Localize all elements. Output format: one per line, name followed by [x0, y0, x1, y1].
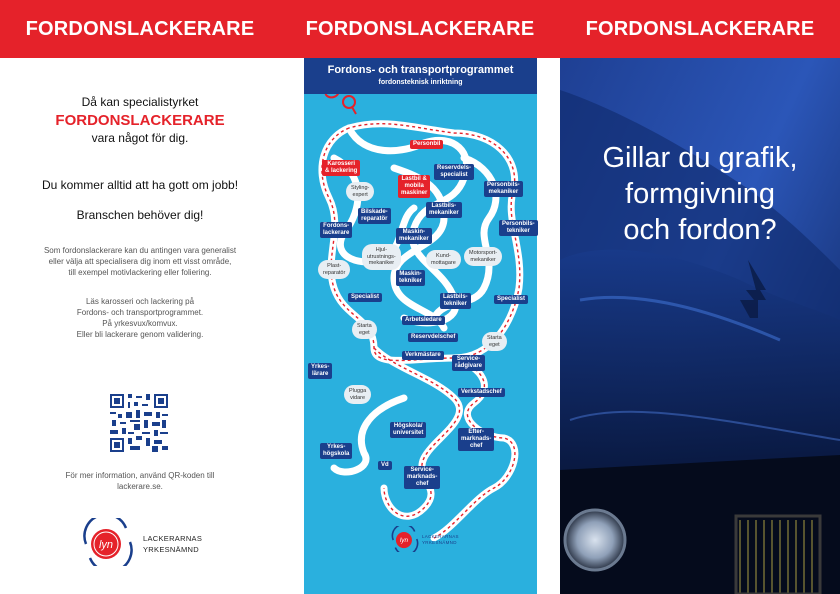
- paragraph-line: Eller bli lackerare genom validering.: [76, 330, 204, 339]
- paragraph-line: Fordons- och transportprogrammet.: [76, 308, 204, 317]
- map-logo-text: [422, 534, 459, 546]
- node-specialist-left: Specialist: [348, 293, 382, 302]
- cloud-plastreparator: Plast- reparatör: [318, 260, 350, 279]
- paragraph-line: till exempel motivlackering eller foliering.: [68, 268, 212, 277]
- cloud-hjulmekaniker: Hjul- utrustnings- mekaniker: [362, 244, 401, 270]
- map-subtitle: fordonsteknisk inriktning: [378, 79, 463, 86]
- node-vd: Vd: [378, 461, 392, 470]
- node-bilskadereparator: Bilskade- reparatör: [358, 208, 391, 224]
- node-verkstadschef: Verkstadschef: [458, 388, 505, 397]
- specialization-paragraph: [20, 245, 260, 278]
- node-karosseri: Karosseri & lackering: [322, 160, 360, 176]
- statement-industry: Branschen behöver dig!: [76, 208, 204, 222]
- right-panel: [560, 0, 840, 594]
- headline-line: och fordon?: [623, 214, 777, 246]
- map-title-bar: [304, 58, 537, 94]
- node-serviceradgivare: Service- rådgivare: [452, 355, 485, 371]
- node-reservdelschef: Reservdelschef: [408, 333, 458, 342]
- education-paragraph: [20, 296, 260, 340]
- node-personbilstekniker: Personbils- tekniker: [499, 220, 538, 236]
- paragraph-line: Som fordonslackerare kan du antingen vara generalist: [43, 246, 237, 255]
- intro-line-1: Då kan specialistyrket: [81, 95, 199, 109]
- logo-mark-text: lyn: [399, 537, 409, 545]
- node-eftermarknadschef: Efter- marknads- chef: [458, 428, 494, 451]
- intro-line-2: vara något för dig.: [91, 131, 189, 145]
- middle-panel-header: FORDONSLACKERARE: [280, 0, 560, 58]
- left-panel-header: FORDONSLACKERARE: [0, 0, 280, 58]
- cloud-plugga-vidare: Plugga vidare: [344, 385, 371, 404]
- statement-jobs: Du kommer alltid att ha gott om jobb!: [41, 178, 239, 192]
- logo-line: LACKERARNAS: [143, 534, 203, 543]
- node-yrkeslarare: Yrkes- lärare: [308, 363, 332, 379]
- node-hogskola: Högskola/ universitet: [390, 422, 426, 438]
- qr-code-icon[interactable]: [110, 394, 168, 452]
- node-fordonslackerare: Fordons- lackerare: [320, 222, 352, 238]
- career-map: [304, 58, 537, 594]
- paragraph-line: På yrkesvux/komvux.: [102, 319, 178, 328]
- node-reservdelsspecialist: Reservdels- specialist: [434, 164, 474, 180]
- headline-line: formgivning: [625, 178, 775, 210]
- caption-line: lackerare.se.: [117, 482, 163, 491]
- node-lastbilsmekaniker: Lastbils- mekaniker: [426, 202, 462, 218]
- node-personbil: Personbil: [410, 140, 443, 149]
- paragraph-line: eller välja att specialisera dig inom ett visst område,: [48, 257, 232, 266]
- node-lastbilstekniker: Lastbils- tekniker: [440, 293, 471, 309]
- cloud-starta-eget-left: Starta eget: [352, 320, 377, 339]
- node-maskintekniker: Maskin- tekniker: [396, 270, 425, 286]
- qr-caption: [20, 470, 260, 492]
- cloud-kundmottagare: Kund- mottagare: [426, 250, 461, 269]
- node-verkmastare: Verkmästare: [402, 351, 444, 360]
- headline-line: Gillar du grafik,: [602, 142, 798, 174]
- lyn-logo-icon: [390, 526, 420, 552]
- node-servicemarknadschef: Service- marknads- chef: [404, 466, 440, 489]
- intro-highlight: FORDONSLACKERARE: [55, 112, 225, 129]
- logo-mark-text: lyn: [98, 539, 114, 551]
- logo-text: [143, 533, 202, 555]
- logo-line: YRKESNÄMND: [143, 545, 199, 554]
- node-lastbil-mobila: Lastbil & mobila maskiner: [398, 175, 430, 198]
- left-panel: [0, 0, 280, 594]
- cloud-starta-eget-right: Starta eget: [482, 332, 507, 351]
- caption-line: För mer information, använd QR-koden till: [65, 471, 215, 480]
- node-arbetsledare: Arbetsledare: [402, 316, 445, 325]
- paragraph-line: Läs karosseri och lackering på: [85, 297, 195, 306]
- map-title: Fordons- och transportprogrammet: [327, 64, 514, 76]
- node-yrkeshogskola: Yrkes- högskola: [320, 443, 352, 459]
- logo-line: LACKERARNAS: [422, 534, 459, 539]
- logo-line: YRKESNÄMND: [422, 540, 457, 545]
- node-specialist-right: Specialist: [494, 295, 528, 304]
- node-maskinmekaniker: Maskin- mekaniker: [396, 228, 432, 244]
- cloud-motorsportmekaniker: Motorsport- mekaniker: [464, 247, 502, 266]
- car-hood-image: [560, 0, 840, 594]
- career-roads: [304, 58, 537, 594]
- headline: [580, 140, 820, 248]
- right-panel-header: FORDONSLACKERARE: [560, 0, 840, 58]
- cloud-stylingexpert: Styling- expert: [346, 182, 374, 201]
- node-personbilsmekaniker: Personbils- mekaniker: [484, 181, 523, 197]
- lyn-logo-icon: [80, 518, 136, 566]
